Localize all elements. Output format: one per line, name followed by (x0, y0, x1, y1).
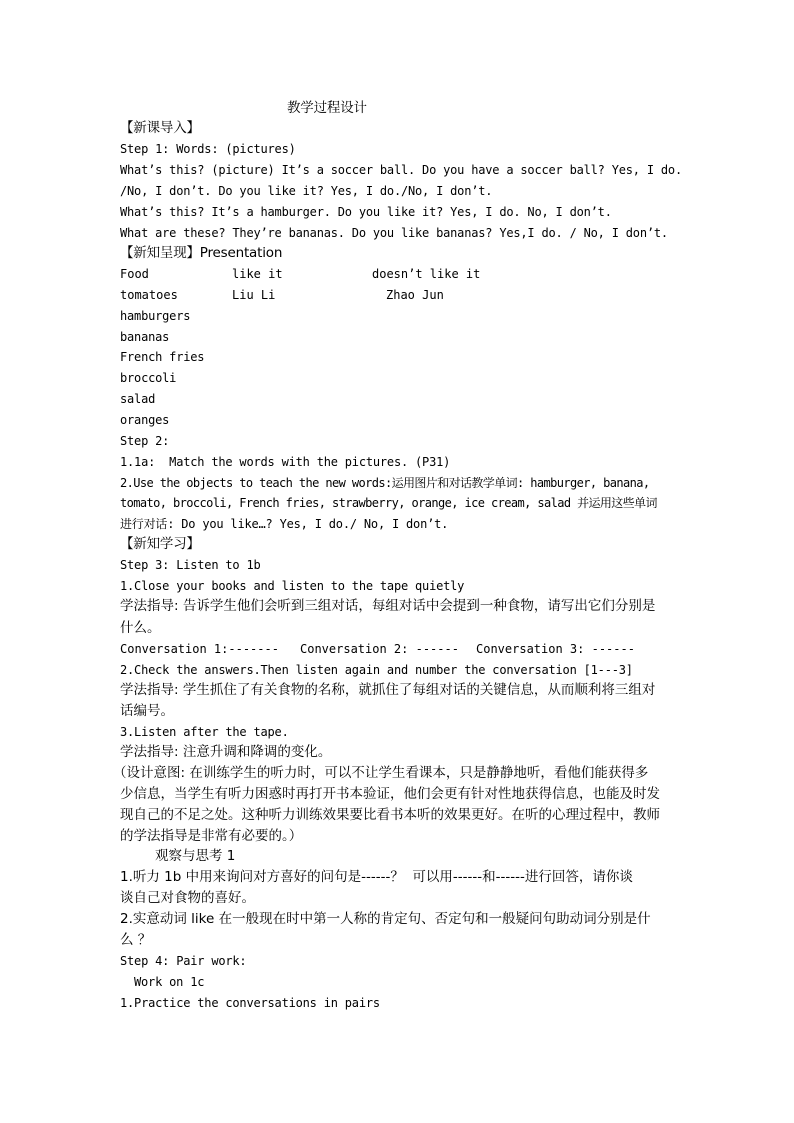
text-line: What’s this? (picture) It’s a soccer ball. Do you have a soccer ball? Yes, I do. (120, 163, 682, 177)
guide-text: 什么。 (120, 620, 161, 636)
food-item: hamburgers (120, 309, 191, 323)
text-line: Step 1: Words: (pictures) (120, 142, 296, 156)
text-line: 2.Use the objects to teach the new words:运用图片和对话教学单词: hamburger, banana, (120, 476, 650, 490)
text-line: 1.Close your books and listen to the tape quietly (120, 579, 465, 593)
question-text: 么 ？ (120, 932, 152, 948)
food-item: oranges (120, 413, 170, 427)
section-heading-intro: 【新课导入】 (120, 120, 200, 136)
text-line: What are these? They’re bananas. Do you like bananas? Yes,I do. / No, I don’t. (120, 226, 668, 240)
page-title: 教学过程设计 (287, 100, 367, 116)
design-intent: 的学法指导是非常有必要的。） (120, 828, 303, 844)
guide-text: 话编号。 (120, 703, 174, 719)
section-heading-learning: 【新知学习】 (120, 536, 200, 552)
conversation-blank: Conversation 2: ------ (300, 642, 459, 656)
food-item: broccoli (120, 371, 177, 385)
food-item: French fries (120, 350, 205, 364)
step-heading: Step 4: Pair work: (120, 954, 247, 968)
table-cell: Zhao Jun (386, 288, 444, 302)
text-line: 1.Practice the conversations in pairs (120, 996, 380, 1010)
step-heading: Step 3: Listen to 1b (120, 558, 261, 572)
question-text: 谈自己对食物的喜好。 (120, 890, 255, 906)
conversation-blank: Conversation 1:------- (120, 642, 279, 656)
text-line: tomato, broccoli, French fries, strawberry, orange, ice cream, salad 并运用这些单词 (120, 496, 657, 510)
table-cell: tomatoes (120, 288, 178, 302)
text-line: /No, I don’t. Do you like it? Yes, I do./No, I don’t. (120, 184, 493, 198)
step-heading: Step 2: (120, 434, 170, 448)
guide-text: 学法指导: 注意升调和降调的变化。 (120, 744, 332, 760)
text-line: Work on 1c (134, 975, 205, 989)
guide-text: 学法指导: 告诉学生他们会听到三组对话，每组对话中会提到一种食物，请写出它们分别是 (120, 598, 656, 614)
question-text: 2.实意动词 like 在一般现在时中第一人称的肯定句、否定句和一般疑问句助动词分别是什 (120, 911, 651, 927)
conversation-blank: Conversation 3: ------ (476, 642, 635, 656)
food-item: bananas (120, 330, 170, 344)
question-text: 1.听力 1b 中用来询问对方喜好的问句是------？ 可以用------和------进行回答，请你谈 (120, 869, 633, 885)
text-line: What’s this? It’s a hamburger. Do you like it? Yes, I do. No, I don’t. (120, 205, 612, 219)
text-line: 3.Listen after the tape. (120, 725, 289, 739)
table-header-like: like it (232, 267, 283, 281)
section-heading-presentation: 【新知呈现】Presentation (120, 245, 283, 261)
observe-heading: 观察与思考 1 (155, 848, 236, 864)
table-cell: Liu Li (232, 288, 276, 302)
design-intent: 少信息，当学生有听力困惑时再打开书本验证，他们会更有针对性地获得信息，也能及时发 (120, 786, 660, 802)
table-header-food: Food (120, 267, 149, 281)
text-line: 1.1a: Match the words with the pictures. (P31) (120, 455, 451, 469)
table-header-dislike: doesn’t like it (372, 267, 481, 281)
design-intent: 现自己的不足之处。这种听力训练效果要比看书本听的效果更好。在听的心理过程中，教师 (120, 807, 660, 823)
food-item: salad (120, 392, 156, 406)
guide-text: 学法指导: 学生抓住了有关食物的名称，就抓住了每组对话的关键信息，从而顺利将三组对 (120, 682, 656, 698)
text-line: 2.Check the answers.Then listen again and number the conversation [1---3] (120, 663, 633, 677)
text-line: 进行对话: Do you like…? Yes, I do./ No, I don’t. (120, 517, 449, 531)
design-intent: （设计意图: 在训练学生的听力时，可以不让学生看课本，只是静静地听，看他们能获得多 (113, 765, 649, 781)
